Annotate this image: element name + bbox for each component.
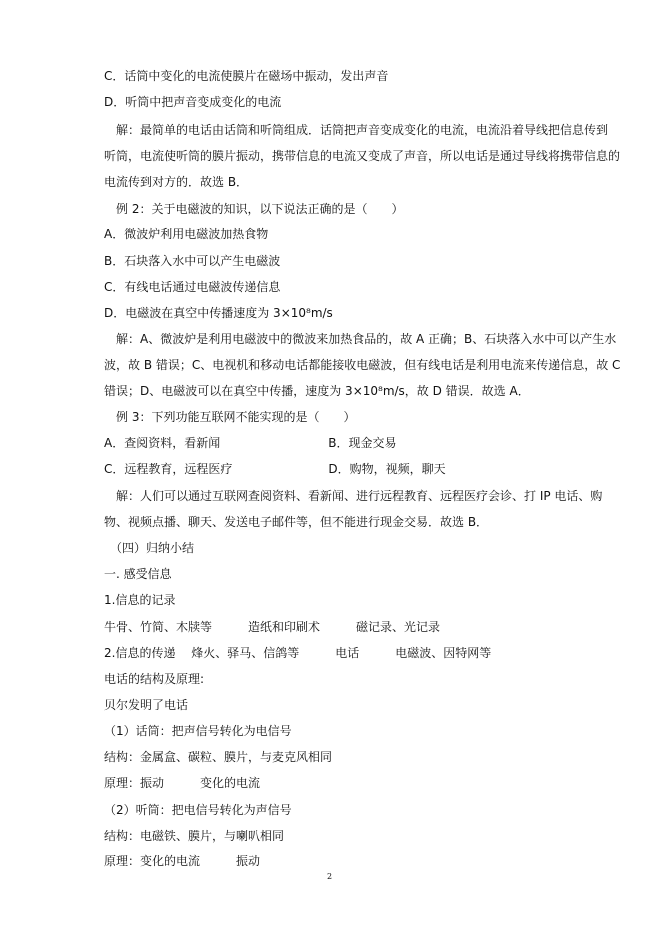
text-line: 牛骨、竹简、木牍等 造纸和印刷术 磁记录、光记录 bbox=[104, 620, 441, 634]
text-line: 听筒，电流使听筒的膜片振动，携带信息的电流又变成了声音，所以电话是通过导线将携带信息的 bbox=[104, 149, 621, 163]
text-line: 错误；D、电磁波可以在真空中传播，速度为 3×10⁸m/s，故 D 错误．故选 A． bbox=[104, 384, 530, 398]
page-number: 2 bbox=[327, 872, 333, 881]
text-line: 一. 感受信息 bbox=[104, 567, 172, 581]
text-line: （1）话筒：把声信号转化为电信号 bbox=[104, 724, 292, 738]
text-line: 2.信息的传递 烽火、驿马、信鸽等 电话 电磁波、因特网等 bbox=[104, 646, 492, 660]
text-line: 解：人们可以通过互联网查阅资料、看新闻、进行远程教育、远程医疗会诊、打 IP 电话、购 bbox=[104, 489, 603, 503]
text-line: 贝尔发明了电话 bbox=[104, 698, 189, 712]
text-line: C．有线电话通过电磁波传递信息 bbox=[104, 280, 281, 294]
text-line: D．电磁波在真空中传播速度为 3×10⁸m/s bbox=[104, 306, 333, 320]
text-line: 1.信息的记录 bbox=[104, 593, 176, 607]
text-line: 原理：变化的电流 振动 bbox=[104, 854, 261, 868]
text-line: 原理：振动 变化的电流 bbox=[104, 776, 261, 790]
text-line: 例 3：下列功能互联网不能实现的是（ ） bbox=[104, 410, 356, 424]
text-line: A．查阅资料，看新闻 B．现金交易 bbox=[104, 436, 397, 450]
text-line: 电流传到对方的．故选 B． bbox=[104, 175, 249, 189]
text-line: （四）归纳小结 bbox=[104, 541, 195, 555]
text-line: C．话筒中变化的电流使膜片在磁场中振动，发出声音 bbox=[104, 69, 389, 83]
text-line: 物、视频点播、聊天、发送电子邮件等，但不能进行现金交易．故选 B． bbox=[104, 515, 489, 529]
text-line: D．听筒中把声音变成变化的电流 bbox=[104, 95, 282, 109]
text-line: A．微波炉利用电磁波加热食物 bbox=[104, 227, 269, 241]
text-line: 例 2：关于电磁波的知识，以下说法正确的是（ ） bbox=[104, 202, 404, 216]
text-line: 解：A、微波炉是利用电磁波中的微波来加热食品的，故 A 正确；B、石块落入水中可以产生水 bbox=[104, 332, 617, 346]
text-line: 电话的结构及原理: bbox=[104, 672, 205, 686]
text-line: 解：最简单的电话由话筒和听筒组成．话筒把声音变成变化的电流，电流沿着导线把信息传到 bbox=[104, 123, 609, 137]
text-line: C．远程教育，远程医疗 D．购物，视频，聊天 bbox=[104, 462, 446, 476]
text-line: 结构：电磁铁、膜片，与喇叭相同 bbox=[104, 829, 285, 843]
text-line: （2）听筒：把电信号转化为声信号 bbox=[104, 803, 292, 817]
text-line: B．石块落入水中可以产生电磁波 bbox=[104, 254, 281, 268]
text-line: 结构：金属盒、碳粒、膜片，与麦克风相同 bbox=[104, 750, 333, 764]
text-line: 波，故 B 错误；C、电视机和移动电话都能接收电磁波，但有线电话是利用电流来传递信息，故 C bbox=[104, 358, 621, 372]
